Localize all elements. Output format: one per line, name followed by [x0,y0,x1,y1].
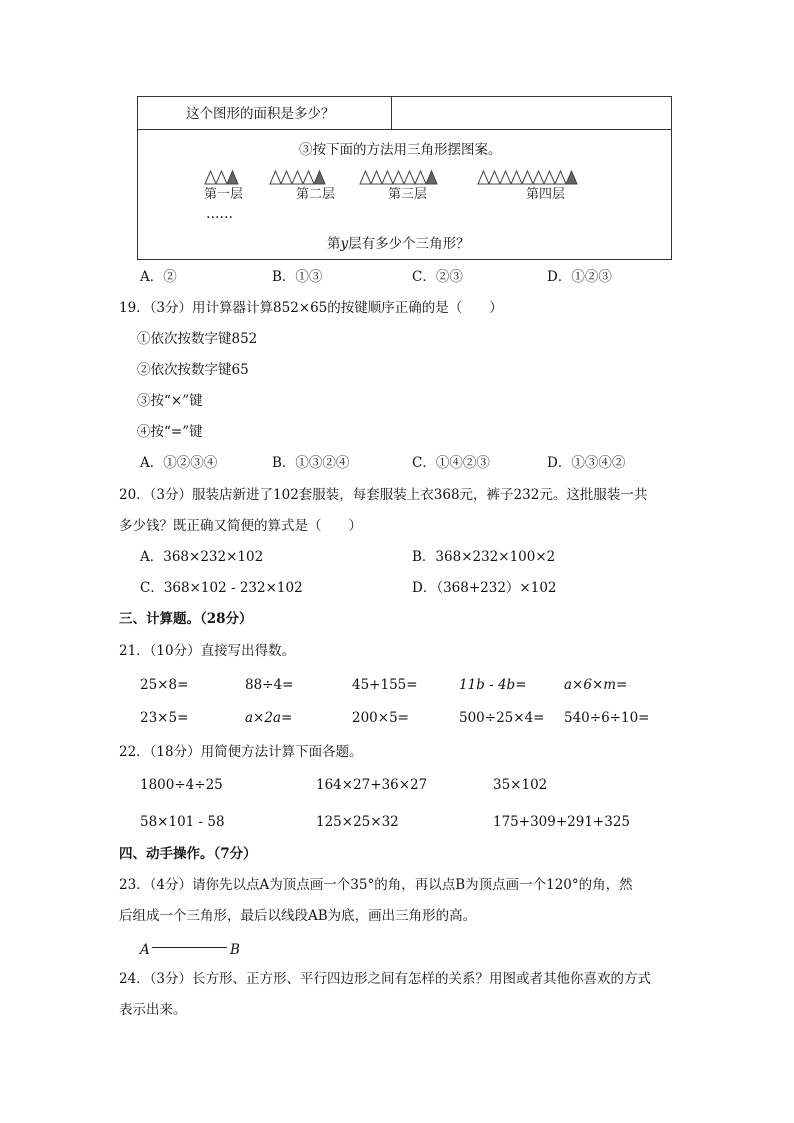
q20-option-a[interactable]: A．368×232×102 [140,549,264,565]
q19-option-c[interactable]: C．①④②③ [412,455,490,471]
triangle-outline [533,171,544,184]
layer-label-4: 第四层 [526,187,566,202]
q19-step-3: ③按“×”键 [137,393,203,409]
final-q-post: 层有多少个三角形？ [348,236,470,252]
triangle-outline [360,171,371,184]
table-triangle-instruction: ③按下面的方法用三角形摆图案。 [299,142,502,158]
q21-item: 200×5= [352,710,409,726]
layer-ellipsis: …… [206,206,233,222]
section-3-heading: 三、计算题。（28分） [119,611,253,627]
q18-option-b[interactable]: B．①③ [272,269,323,285]
triangle-outline [216,171,227,184]
q18-option-d[interactable]: D．①②③ [547,269,612,285]
section-4-heading: 四、动手操作。（7分） [119,846,257,862]
q20-stem-line1: 20．（3分）服装店新进了102套服装，每套服装上衣368元，裤子232元。这批服装一共 [119,487,648,503]
q18-option-a[interactable]: A．② [140,269,177,285]
triangle-filled [314,171,325,184]
q19-option-d[interactable]: D．①③④② [547,455,626,471]
triangle-outline [393,171,404,184]
table-area-question: 这个图形的面积是多少？ [186,106,335,122]
triangle-outline [478,171,489,184]
triangle-outline [404,171,415,184]
q21-item: 23×5= [140,710,189,726]
triangle-outline [415,171,426,184]
triangle-outline [555,171,566,184]
triangle-outline [522,171,533,184]
q22-item: 164×27+36×27 [316,777,428,793]
layer-label-2: 第二层 [296,187,336,202]
triangle-outline [281,171,292,184]
q23-line1: 23．（4分）请你先以点A为顶点画一个35°的角，再以点B为顶点画一个120°的角，然 [119,877,633,893]
q21-item: a×6×m= [564,677,628,693]
q22-item: 125×25×32 [316,814,399,830]
q24-line1: 24．（3分）长方形、正方形、平行四边形之间有怎样的关系？用图或者其他你喜欢的方式 [119,971,652,987]
q18-option-c[interactable]: C．②③ [412,269,463,285]
q22-item: 1800÷4÷25 [140,777,223,793]
triangle-filled [566,171,577,184]
q21-stem: 21．（10分）直接写出得数。 [119,643,296,659]
triangle-filled [227,171,238,184]
q20-option-b[interactable]: B．368×232×100×2 [412,549,556,565]
triangle-outline [511,171,522,184]
q22-item: 175+309+291+325 [493,814,631,830]
triangle-outline [371,171,382,184]
layer-label-3: 第三层 [388,187,428,202]
q19-option-b[interactable]: B．①③②④ [272,455,350,471]
q19-option-a[interactable]: A．①②③④ [140,455,218,471]
q19-step-4: ④按“=”键 [137,424,203,440]
q20-option-d[interactable]: D．（368+232）×102 [412,580,557,596]
q21-item: a×2a= [245,710,293,726]
layer-label-1: 第一层 [204,187,244,202]
segment-ab [152,947,227,948]
table-final-question [327,235,470,253]
triangle-outline [489,171,500,184]
q19-step-2: ②依次按数字键65 [137,362,249,378]
final-q-pre: 第 [327,236,341,252]
triangle-outline [500,171,511,184]
q21-item: 25×8= [140,677,189,693]
point-b-label: B [230,942,240,958]
q19-step-1: ①依次按数字键852 [137,331,258,347]
q21-item: 500÷25×4= [459,710,545,726]
q20-option-c[interactable]: C．368×102 - 232×102 [140,580,303,596]
q22-item: 35×102 [493,777,548,793]
triangle-outline [205,171,216,184]
q23-line2: 后组成一个三角形，最后以线段AB为底，画出三角形的高。 [119,908,477,924]
triangle-outline [303,171,314,184]
q21-item: 45+155= [352,677,418,693]
q21-item: 540÷6÷10= [564,710,650,726]
q22-item: 58×101 - 58 [140,814,225,830]
q21-item: 11b - 4b= [459,677,527,693]
q24-line2: 表示出来。 [119,1002,187,1018]
point-a-label: A [140,942,150,958]
final-q-var: y [340,236,349,252]
q22-stem: 22．（18分）用简便方法计算下面各题。 [119,744,363,760]
triangle-outline [292,171,303,184]
triangle-outline [382,171,393,184]
triangle-outline [270,171,281,184]
q20-stem-line2: 多少钱？既正确又简便的算式是（ ） [119,518,362,534]
triangle-outline [544,171,555,184]
q21-item: 88÷4= [245,677,294,693]
triangle-filled [426,171,437,184]
q19-stem: 19．（3分）用计算器计算852×65的按键顺序正确的是（ ） [119,300,503,316]
